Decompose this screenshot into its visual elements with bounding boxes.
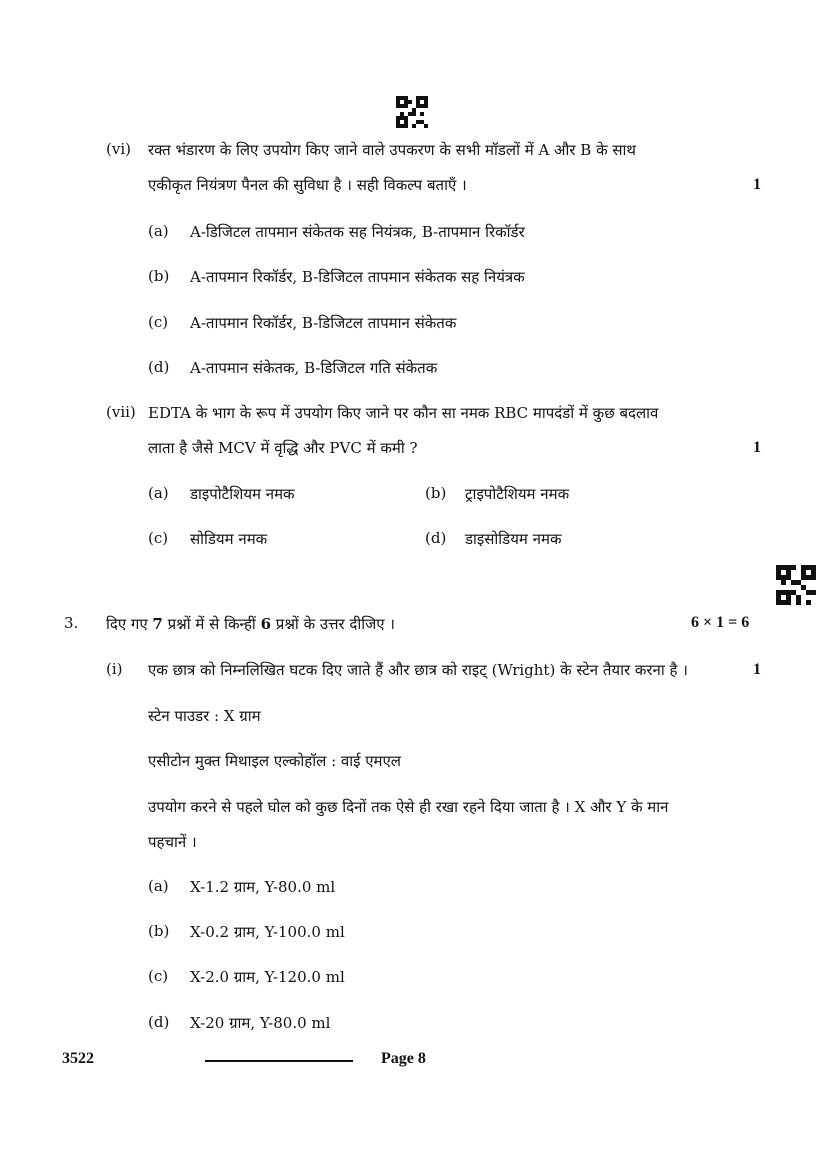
qr-code-top [396, 96, 428, 128]
option-text: ट्राइपोटैशियम नमक [465, 485, 570, 503]
question-text-line: स्टेन पाउडर : X ग्राम [148, 707, 261, 725]
option-text: A-तापमान संकेतक, B-डिजिटल गति संकेतक [190, 359, 438, 377]
instruction-text: दिए गए [106, 615, 153, 633]
option-label: (d) [425, 529, 447, 547]
instruction-count-required: 6 [260, 615, 272, 633]
option-label: (b) [148, 922, 170, 940]
question-text-line: EDTA के भाग के रूप में उपयोग किए जाने पर कौन सा नमक RBC मापदंडों में कुछ बदलाव [148, 404, 659, 422]
instruction-count-total: 7 [152, 615, 163, 633]
question-text-line: एकीकृत नियंत्रण पैनल की सुविधा है । सही विकल्प बताएँ । [148, 176, 467, 194]
option-label: (b) [148, 267, 170, 285]
option-text: X-2.0 ग्राम, Y-120.0 ml [190, 968, 345, 986]
question-number: (vii) [106, 403, 136, 421]
option-label: (c) [148, 529, 169, 547]
option-text: सोडियम नमक [190, 530, 268, 548]
instruction-text: प्रश्नों के उत्तर दीजिए । [271, 615, 395, 633]
option-text: डाइसोडियम नमक [465, 530, 562, 548]
option-text: A-डिजिटल तापमान संकेतक सह नियंत्रक, B-तापमान रिकॉर्डर [190, 223, 525, 241]
question-marks: 1 [753, 661, 761, 678]
section-instruction [106, 614, 395, 634]
option-label: (d) [148, 1013, 170, 1031]
section-number: 3. [64, 614, 79, 632]
option-label: (c) [148, 967, 169, 985]
page-number: Page 8 [381, 1050, 426, 1067]
option-label: (a) [148, 484, 169, 502]
option-label: (c) [148, 313, 169, 331]
question-marks: 1 [753, 176, 761, 193]
paper-code: 3522 [62, 1050, 94, 1067]
option-text: A-तापमान रिकॉर्डर, B-डिजिटल तापमान संकेतक [190, 314, 457, 332]
question-marks: 1 [753, 439, 761, 456]
instruction-text: प्रश्नों में से किन्हीं [162, 615, 261, 633]
qr-code-side [776, 565, 816, 605]
option-text: डाइपोटैशियम नमक [190, 485, 295, 503]
option-label: (b) [425, 484, 447, 502]
question-text-line: एक छात्र को निम्नलिखित घटक दिए जाते हैं और छात्र को राइट् (Wright) के स्टेन तैयार करना है । [148, 661, 688, 679]
question-text-line: रक्त भंडारण के लिए उपयोग किए जाने वाले उपकरण के सभी मॉडलों में A और B के साथ [148, 141, 636, 159]
option-label: (a) [148, 877, 169, 895]
section-marks: 6 × 1 = 6 [691, 614, 750, 631]
question-text-line: उपयोग करने से पहले घोल को कुछ दिनों तक ऐसे ही रखा रहने दिया जाता है । X और Y के मान [148, 798, 669, 816]
option-text: A-तापमान रिकॉर्डर, B-डिजिटल तापमान संकेतक सह नियंत्रक [190, 268, 525, 286]
option-text: X-20 ग्राम, Y-80.0 ml [190, 1014, 331, 1032]
question-text-line: पहचानें । [148, 833, 197, 851]
option-text: X-0.2 ग्राम, Y-100.0 ml [190, 923, 345, 941]
footer-rule [205, 1060, 353, 1062]
option-label: (a) [148, 222, 169, 240]
option-text: X-1.2 ग्राम, Y-80.0 ml [190, 878, 336, 896]
question-text-line: एसीटोन मुक्त मिथाइल एल्कोहॉल : वाई एमएल [148, 752, 401, 770]
option-label: (d) [148, 358, 170, 376]
question-text-line: लाता है जैसे MCV में वृद्धि और PVC में कमी ? [148, 439, 418, 457]
question-number: (i) [106, 660, 123, 678]
question-number: (vi) [106, 140, 131, 158]
